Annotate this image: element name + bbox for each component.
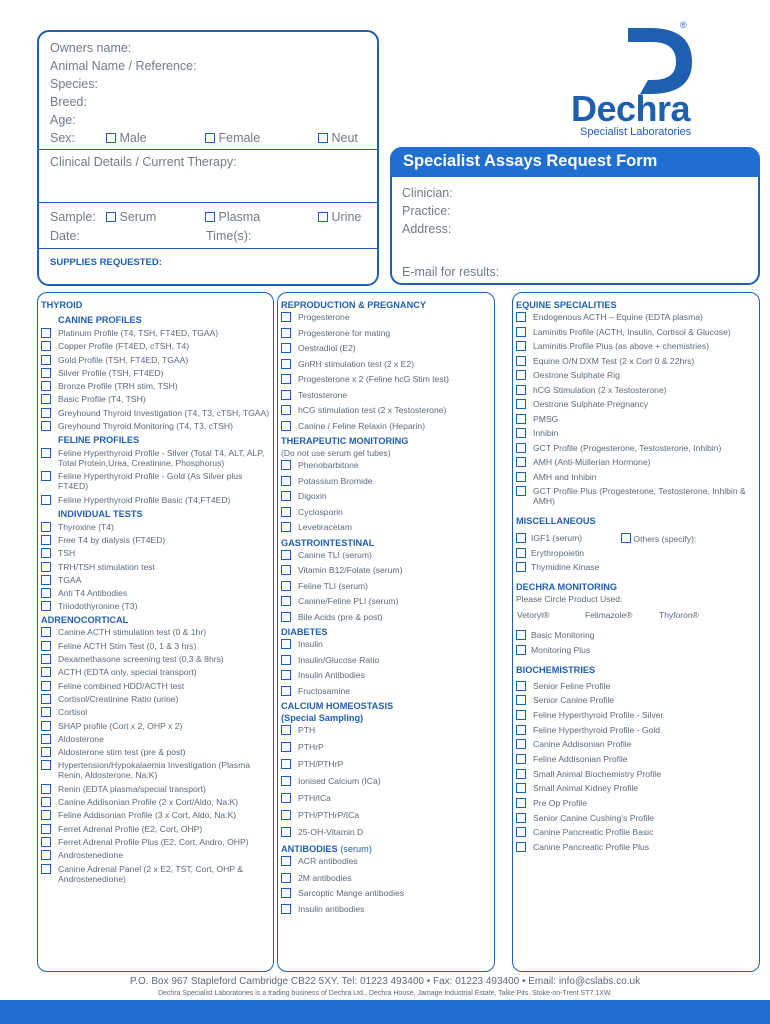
list-item[interactable]: Feline ACTH Stim Test (0, 1 & 3 hrs): [38, 641, 273, 651]
checkbox[interactable]: [516, 630, 526, 640]
product-felimazole[interactable]: Felimazole®: [585, 610, 633, 620]
checkbox[interactable]: [516, 827, 526, 837]
list-item[interactable]: Insulin: [278, 639, 494, 649]
list-item[interactable]: Feline Addisonian Profile: [513, 754, 759, 764]
checkbox[interactable]: [41, 421, 51, 431]
list-item[interactable]: Digoxin: [278, 491, 494, 501]
checkbox[interactable]: [281, 565, 291, 575]
checkbox[interactable]: [516, 754, 526, 764]
checkbox[interactable]: [516, 725, 526, 735]
checkbox[interactable]: [516, 681, 526, 691]
list-item[interactable]: Triiodothyronine (T3): [38, 601, 273, 611]
list-item[interactable]: Canine Addisonian Profile (2 x Cort/Aldo, Na:K): [38, 797, 273, 807]
clinician-field[interactable]: Clinician:: [402, 186, 453, 200]
checkbox[interactable]: [516, 710, 526, 720]
list-item[interactable]: Ferret Adrenal Profile Plus (E2, Cort, Andro, OHP): [38, 837, 273, 847]
checkbox[interactable]: [41, 681, 51, 691]
clinical-details-field[interactable]: Clinical Details / Current Therapy:: [50, 155, 237, 169]
checkbox[interactable]: [41, 448, 51, 458]
product-row: [513, 610, 759, 630]
sample-plasma-checkbox[interactable]: [205, 212, 215, 222]
checkbox[interactable]: [281, 359, 291, 369]
list-item[interactable]: Phenobarbitone: [278, 460, 494, 470]
checkbox[interactable]: [516, 356, 526, 366]
list-item[interactable]: Free T4 by dialysis (FT4ED): [38, 535, 273, 545]
checkbox[interactable]: [281, 312, 291, 322]
list-item[interactable]: Small Animal Kidney Profile: [513, 783, 759, 793]
list-item[interactable]: Gold Profile (TSH, FT4ED, TGAA): [38, 355, 273, 365]
reproduction-column: [277, 292, 495, 972]
list-item[interactable]: Oestrone Sulphate Rig: [513, 370, 759, 380]
list-item[interactable]: Endogenous ACTH – Equine (EDTA plasma): [513, 312, 759, 322]
thyroid-adrenal-column: [37, 292, 274, 972]
checkbox[interactable]: [281, 655, 291, 665]
checkbox[interactable]: [41, 394, 51, 404]
list-item[interactable]: Canine / Feline Relaxin (Heparin): [278, 421, 494, 431]
list-item[interactable]: Bile Acids (pre & post): [278, 612, 494, 622]
checkbox[interactable]: [516, 385, 526, 395]
checkbox[interactable]: [281, 390, 291, 400]
section-dechra-monitoring: DECHRA MONITORING: [516, 582, 618, 592]
divider: [38, 248, 378, 249]
list-item[interactable]: Levetiracetam: [278, 522, 494, 532]
section-antibodies: ANTIBODIES (serum): [281, 844, 372, 854]
subsection-feline-profiles: FELINE PROFILES: [58, 435, 140, 446]
footer-bar: [0, 1000, 770, 1024]
sample-label: Sample:: [50, 210, 96, 224]
section-reproduction: REPRODUCTION & PREGNANCY: [281, 300, 426, 310]
age-field[interactable]: Age:: [50, 113, 76, 127]
section-gastrointestinal: GASTROINTESTINAL: [281, 537, 375, 548]
list-item[interactable]: Feline TLI (serum): [278, 581, 494, 591]
checkbox[interactable]: [41, 341, 51, 351]
checkbox[interactable]: [516, 813, 526, 823]
owners-name-field[interactable]: Owners name:: [50, 41, 132, 55]
dechra-logo-icon: [620, 22, 700, 96]
sex-female-option[interactable]: Female: [205, 131, 260, 145]
section-miscellaneous: MISCELLANEOUS: [516, 516, 596, 526]
list-item[interactable]: Pre Op Profile: [513, 798, 759, 808]
section-therapeutic-monitoring: THERAPEUTIC MONITORING: [281, 436, 409, 446]
address-field[interactable]: Address:: [402, 222, 452, 236]
list-item[interactable]: Silver Profile (TSH, FT4ED): [38, 368, 273, 378]
list-item[interactable]: hCG Stimulation (2 x Testosterone): [513, 385, 759, 395]
email-field[interactable]: E-mail for results:: [402, 265, 500, 279]
checkbox[interactable]: [281, 507, 291, 517]
checkbox[interactable]: [516, 414, 526, 424]
list-item[interactable]: Copper Profile (FT4ED, cTSH, T4): [38, 341, 273, 351]
list-item[interactable]: Aldosterone stim test (pre & post): [38, 747, 273, 757]
subsection-canine-profiles: CANINE PROFILES: [58, 315, 142, 325]
checkbox[interactable]: [41, 548, 51, 558]
checkbox[interactable]: [41, 810, 51, 820]
checkbox[interactable]: [281, 888, 291, 898]
checkbox[interactable]: [41, 721, 51, 731]
list-item[interactable]: Basic Profile (T4, TSH): [38, 394, 273, 404]
checkbox[interactable]: [281, 405, 291, 415]
checkbox[interactable]: [281, 522, 291, 532]
checkbox[interactable]: [41, 824, 51, 834]
list-item[interactable]: PTHrP: [278, 742, 494, 752]
list-item[interactable]: ACR antibodies: [278, 856, 494, 866]
list-item[interactable]: hCG stimulation test (2 x Testosterone): [278, 405, 494, 415]
list-item[interactable]: Greyhound Thyroid Monitoring (T4, T3, cTSH): [38, 421, 273, 431]
subsection-individual-tests: INDIVIDUAL TESTS: [58, 508, 143, 519]
list-item[interactable]: Senior Feline Profile: [513, 681, 759, 691]
brand-name: Dechra: [571, 88, 691, 129]
checkbox[interactable]: [41, 797, 51, 807]
list-item[interactable]: Ionised Calcium (ICa): [278, 776, 494, 786]
checkbox[interactable]: [41, 328, 51, 338]
checkbox[interactable]: [281, 343, 291, 353]
species-field[interactable]: Species:: [50, 77, 98, 91]
divider: [38, 202, 378, 203]
diabetes-list: [278, 639, 494, 696]
sex-neut-option[interactable]: Neut: [318, 131, 358, 145]
list-item[interactable]: PTH: [278, 725, 494, 735]
list-item[interactable]: Thyroxine (T4): [38, 522, 273, 532]
list-item[interactable]: PTH/PTHrP/ICa: [278, 810, 494, 820]
list-item[interactable]: PTH/PTHrP: [278, 759, 494, 769]
checkbox[interactable]: [516, 769, 526, 779]
list-item[interactable]: AMH and Inhibin: [513, 472, 759, 482]
checkbox[interactable]: [41, 368, 51, 378]
checkbox[interactable]: [41, 694, 51, 704]
checkbox[interactable]: [41, 760, 51, 770]
list-item[interactable]: Cortisol: [38, 707, 273, 717]
section-diabetes: DIABETES: [281, 627, 328, 637]
adrenocortical-list: [38, 627, 273, 883]
list-item[interactable]: AMH (Anti-Müllerian Hormone): [513, 457, 759, 467]
checkbox[interactable]: [516, 341, 526, 351]
list-item[interactable]: Vitamin B12/Folate (serum): [278, 565, 494, 575]
checkbox[interactable]: [516, 548, 526, 558]
sex-male-checkbox[interactable]: [106, 133, 116, 143]
footer-address: P.O. Box 967 Stapleford Cambridge CB22 5XY. Tel: 01223 493400 • Fax: 01223 493400 • Email: info@cslabs.co.uk: [129, 976, 641, 987]
date-field[interactable]: Date:: [50, 229, 80, 243]
registered-mark: ®: [680, 20, 687, 30]
checkbox[interactable]: [41, 522, 51, 532]
equine-column: [512, 292, 760, 972]
list-item[interactable]: Oestrone Sulphate Pregnancy: [513, 399, 759, 409]
biochem-list: [513, 681, 759, 853]
list-item[interactable]: Feline Hyperthyroid Profile - Silver: [513, 710, 759, 720]
misc-list: [513, 533, 759, 572]
checkbox[interactable]: [281, 742, 291, 752]
list-item[interactable]: Laminitis Profile Plus (as above + chemistries): [513, 341, 759, 351]
animal-name-field[interactable]: Animal Name / Reference:: [50, 59, 197, 73]
section-thyroid: THYROID: [41, 300, 83, 310]
checkbox[interactable]: [281, 596, 291, 606]
checkbox[interactable]: [41, 601, 51, 611]
list-item[interactable]: Ferret Adrenal Profile (E2, Cort, OHP): [38, 824, 273, 834]
list-item[interactable]: Feline combined HDD/ACTH test: [38, 681, 273, 691]
igf1-item[interactable]: IGF1 (serum): [513, 533, 759, 543]
list-item[interactable]: TGAA: [38, 575, 273, 585]
breed-field[interactable]: Breed:: [50, 95, 87, 109]
list-item[interactable]: ACTH (EDTA only, special transport): [38, 667, 273, 677]
list-item[interactable]: PTH/ICa: [278, 793, 494, 803]
canine-profiles-list: [38, 328, 273, 431]
checkbox[interactable]: [516, 428, 526, 438]
list-item[interactable]: PMSG: [513, 414, 759, 424]
checkbox[interactable]: [516, 645, 526, 655]
list-item[interactable]: Progesterone for mating: [278, 328, 494, 338]
list-item[interactable]: Canine Addisonian Profile: [513, 739, 759, 749]
list-item[interactable]: Feline Addisonian Profile (3 x Cort, Aldo, Na:K): [38, 810, 273, 820]
checkbox[interactable]: [516, 327, 526, 337]
checkbox[interactable]: [41, 381, 51, 391]
checkbox[interactable]: [41, 747, 51, 757]
checkbox[interactable]: [281, 550, 291, 560]
list-item[interactable]: Fructosamine: [278, 686, 494, 696]
checkbox[interactable]: [516, 370, 526, 380]
checkbox[interactable]: [41, 641, 51, 651]
checkbox[interactable]: [41, 784, 51, 794]
list-item[interactable]: Progesterone x 2 (Feline hcG Stim test): [278, 374, 494, 384]
sex-label: Sex:: [50, 131, 76, 145]
checkbox[interactable]: [281, 873, 291, 883]
list-item[interactable]: Laminitis Profile (ACTH, Insulin, Cortisol & Glucose): [513, 327, 759, 337]
checkbox[interactable]: [516, 457, 526, 467]
basic-monitoring-item[interactable]: Basic Monitoring: [513, 630, 759, 640]
therapeutic-note: (Do not use serum gel tubes): [281, 448, 391, 458]
checkbox[interactable]: [41, 562, 51, 572]
sample-urine-option[interactable]: Urine: [318, 210, 361, 224]
list-item[interactable]: Canine Pancreatic Profile Plus: [513, 842, 759, 852]
divider: [38, 149, 378, 150]
practice-field[interactable]: Practice:: [402, 204, 451, 218]
list-item[interactable]: Senior Canine Profile: [513, 695, 759, 705]
list-item[interactable]: Canine/Feline PLI (serum): [278, 596, 494, 606]
list-item[interactable]: TSH: [38, 548, 273, 558]
checkbox[interactable]: [41, 850, 51, 860]
list-item[interactable]: GCT Profile (Progesterone, Testosterone, Inhibin): [513, 443, 759, 453]
checkbox[interactable]: [516, 695, 526, 705]
checkbox[interactable]: [41, 355, 51, 365]
list-item[interactable]: Greyhound Thyroid Investigation (T4, T3, cTSH, TGAA): [38, 408, 273, 418]
footer-legal: Dechra Specialist Laboratories is a trading business of Dechra Ltd., Dechra House, Jamage Industrial Estate, Talke Pits, Stoke-on-Trent ST7 1XW.: [157, 990, 613, 997]
list-item[interactable]: Canine TLI (serum): [278, 550, 494, 560]
list-item[interactable]: Hypertension/Hypokalaemia Investigation (Plasma Renin, Aldosterone, Na:K): [38, 760, 273, 780]
checkbox[interactable]: [621, 533, 631, 543]
sample-urine-checkbox[interactable]: [318, 212, 328, 222]
list-item[interactable]: Canine ACTH stimulation test (0 & 1hr): [38, 627, 273, 637]
checkbox[interactable]: [281, 328, 291, 338]
circle-product-note: Please Circle Product Used:: [516, 594, 623, 604]
checkbox[interactable]: [281, 612, 291, 622]
list-item[interactable]: Progesterone: [278, 312, 494, 322]
checkbox[interactable]: [281, 670, 291, 680]
checkbox[interactable]: [41, 535, 51, 545]
checkbox[interactable]: [41, 864, 51, 874]
form-title: Specialist Assays Request Form: [403, 152, 658, 170]
checkbox[interactable]: [41, 654, 51, 664]
checkbox[interactable]: [281, 904, 291, 914]
list-item[interactable]: Aldosterone: [38, 734, 273, 744]
list-item[interactable]: Testosterone: [278, 390, 494, 400]
list-item[interactable]: Canine Pancreatic Profile Basic: [513, 827, 759, 837]
checkbox[interactable]: [41, 408, 51, 418]
checkbox[interactable]: [41, 734, 51, 744]
checkbox[interactable]: [281, 491, 291, 501]
checkbox[interactable]: [516, 486, 526, 496]
checkbox[interactable]: [281, 725, 291, 735]
list-item[interactable]: Feline Hyperthyroid Profile - Gold (As Silver plus FT4ED): [38, 471, 273, 491]
feline-profiles-list: [38, 448, 273, 505]
checkbox[interactable]: [41, 837, 51, 847]
checkbox[interactable]: [41, 588, 51, 598]
calcium-note: (Special Sampling): [281, 713, 364, 723]
checkbox[interactable]: [281, 759, 291, 769]
sex-female-checkbox[interactable]: [205, 133, 215, 143]
checkbox[interactable]: [41, 627, 51, 637]
product-thyforon[interactable]: Thyforon®: [659, 610, 699, 620]
others-specify-item[interactable]: Others (specify):: [621, 533, 696, 544]
list-item[interactable]: Platinum Profile (T4, TSH, FT4ED, TGAA): [38, 328, 273, 338]
section-adrenocortical: ADRENOCORTICAL: [41, 615, 129, 626]
list-item[interactable]: Inhibin: [513, 428, 759, 438]
equine-list: [513, 312, 759, 506]
list-item[interactable]: Feline Hyperthyroid Profile Basic (T4,FT4ED): [38, 495, 273, 505]
checkbox[interactable]: [516, 533, 526, 543]
list-item[interactable]: Bronze Profile (TRH stim, TSH): [38, 381, 273, 391]
checkbox[interactable]: [281, 776, 291, 786]
checkbox[interactable]: [281, 827, 291, 837]
checkbox[interactable]: [516, 399, 526, 409]
erythropoietin-item[interactable]: Erythropoietin: [513, 548, 759, 558]
section-biochemistries: BIOCHEMISTRIES: [516, 664, 596, 675]
checkbox[interactable]: [516, 562, 526, 572]
checkbox[interactable]: [516, 312, 526, 322]
checkbox[interactable]: [281, 810, 291, 820]
checkbox[interactable]: [41, 495, 51, 505]
checkbox[interactable]: [281, 686, 291, 696]
list-item[interactable]: Renin (EDTA plasma/special transport): [38, 784, 273, 794]
checkbox[interactable]: [281, 476, 291, 486]
list-item[interactable]: Insulin Antibodies: [278, 670, 494, 680]
list-item[interactable]: Canine Adrenal Panel (2 x E2, TST, Cort, OHP & Androstenedione): [38, 864, 273, 884]
checkbox[interactable]: [516, 739, 526, 749]
therapeutic-list: [278, 460, 494, 532]
checkbox[interactable]: [41, 667, 51, 677]
product-vetoryl[interactable]: Vetoryl®: [517, 610, 550, 620]
checkbox[interactable]: [281, 793, 291, 803]
list-item[interactable]: GCT Profile Plus (Progesterone, Testosterone, Inhibin & AMH): [513, 486, 759, 506]
list-item[interactable]: Senior Canine Cushing's Profile: [513, 813, 759, 823]
section-calcium: CALCIUM HOMEOSTASIS: [281, 701, 394, 711]
list-item[interactable]: Insulin/Glucose Ratio: [278, 655, 494, 665]
checkbox[interactable]: [41, 471, 51, 481]
sex-male-option[interactable]: Male: [106, 131, 147, 145]
checkbox[interactable]: [516, 443, 526, 453]
checkbox[interactable]: [281, 639, 291, 649]
checkbox[interactable]: [281, 581, 291, 591]
checkbox[interactable]: [516, 783, 526, 793]
checkbox[interactable]: [281, 460, 291, 470]
list-item[interactable]: Insulin antibodies: [278, 904, 494, 914]
calcium-list: [278, 725, 494, 837]
sex-neut-checkbox[interactable]: [318, 133, 328, 143]
list-item[interactable]: Oestradiol (E2): [278, 343, 494, 353]
checkbox[interactable]: [281, 856, 291, 866]
list-item[interactable]: Cortisol/Creatinine Ratio (urine): [38, 694, 273, 704]
list-item[interactable]: SHAP profile (Cort x 2, OHP x 2): [38, 721, 273, 731]
gastro-list: [278, 550, 494, 622]
brand-subtitle: Specialist Laboratories: [580, 126, 692, 138]
checkbox[interactable]: [41, 707, 51, 717]
list-item[interactable]: GnRH stimulation test (2 x E2): [278, 359, 494, 369]
reproduction-list: [278, 312, 494, 431]
list-item[interactable]: Dexamethasone screening test (0,3 & 8hrs): [38, 654, 273, 664]
thymidine-kinase-item[interactable]: Thymidine Kinase: [513, 562, 759, 572]
list-item[interactable]: Feline Hyperthyroid Profile - Silver (Total T4, ALT, ALP, Total Protein,Urea, Creatinine, Phosphorus): [38, 448, 273, 468]
list-item[interactable]: Equine O/N DXM Test (2 x Cort 0 & 22hrs): [513, 356, 759, 366]
individual-tests-list: [38, 522, 273, 612]
list-item[interactable]: Feline Hyperthyroid Profile - Gold: [513, 725, 759, 735]
monitoring-plus-item[interactable]: Monitoring Plus: [513, 645, 759, 655]
sample-plasma-option[interactable]: Plasma: [205, 210, 260, 224]
checkbox[interactable]: [516, 842, 526, 852]
antibodies-list: [278, 856, 494, 914]
checkbox[interactable]: [41, 575, 51, 585]
list-item[interactable]: Cyclosporin: [278, 507, 494, 517]
list-item[interactable]: Sarcoptic Mange antibodies: [278, 888, 494, 898]
checkbox[interactable]: [516, 798, 526, 808]
list-item[interactable]: 2M antibodies: [278, 873, 494, 883]
supplies-requested-field[interactable]: SUPPLIES REQUESTED:: [50, 257, 162, 268]
list-item[interactable]: Androstenedione: [38, 850, 273, 860]
list-item[interactable]: Small Animal Biochemistry Profile: [513, 769, 759, 779]
checkbox[interactable]: [281, 421, 291, 431]
checkbox[interactable]: [516, 472, 526, 482]
section-equine: EQUINE SPECIALITIES: [516, 300, 617, 310]
times-field[interactable]: Time(s):: [206, 229, 252, 243]
checkbox[interactable]: [281, 374, 291, 384]
list-item[interactable]: TRH/TSH stimulation test: [38, 562, 273, 572]
list-item[interactable]: Anti T4 Antibodies: [38, 588, 273, 598]
sample-serum-checkbox[interactable]: [106, 212, 116, 222]
list-item[interactable]: Potassium Bromide: [278, 476, 494, 486]
list-item[interactable]: 25-OH-Vitamin D: [278, 827, 494, 837]
sample-serum-option[interactable]: Serum: [106, 210, 156, 224]
